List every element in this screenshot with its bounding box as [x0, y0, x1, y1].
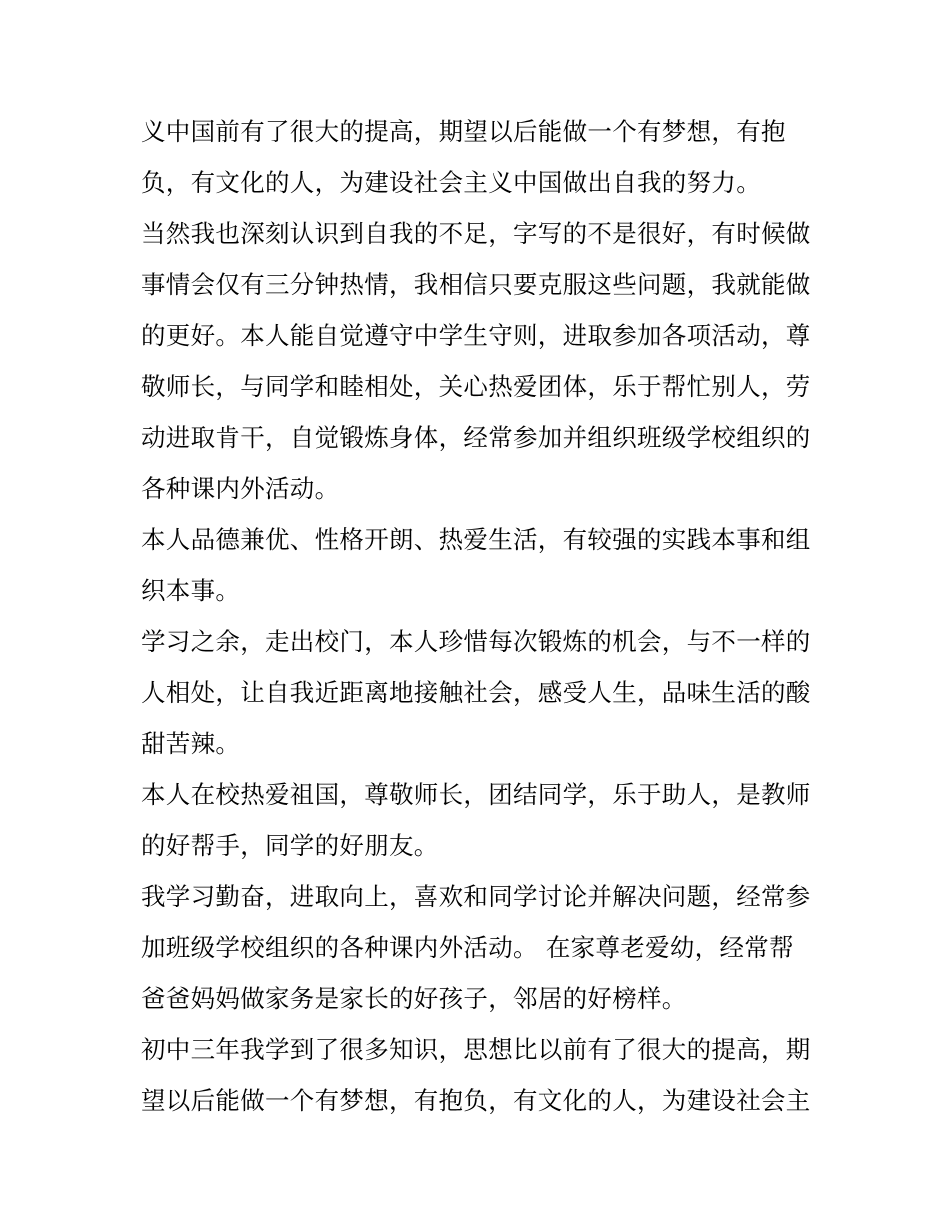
document-body — [141, 106, 821, 1126]
text-line: 当然我也深刻认识到自我的不足，字写的不是很好，有时候做 — [141, 219, 811, 248]
text-line: 织本事。 — [141, 576, 241, 605]
text-line: 事情会仅有三分钟热情，我相信只要克服这些问题，我就能做 — [141, 270, 811, 299]
text-line: 初中三年我学到了很多知识，思想比以前有了很大的提高，期 — [141, 1035, 811, 1064]
text-line: 望以后能做一个有梦想，有抱负，有文化的人，为建设社会主 — [141, 1086, 811, 1115]
text-line: 义中国前有了很大的提高，期望以后能做一个有梦想，有抱 — [141, 117, 786, 146]
text-line: 敬师长，与同学和睦相处，关心热爱团体，乐于帮忙别人，劳 — [141, 372, 811, 401]
text-line: 爸爸妈妈做家务是家长的好孩子，邻居的好榜样。 — [141, 984, 687, 1013]
text-line: 的更好。本人能自觉遵守中学生守则，进取参加各项活动，尊 — [141, 321, 811, 350]
text-line: 加班级学校组织的各种课内外活动。 在家尊老爱幼，经常帮 — [141, 933, 794, 962]
text-line: 人相处，让自我近距离地接触社会，感受人生，品味生活的酸 — [141, 678, 811, 707]
text-line: 学习之余，走出校门，本人珍惜每次锻炼的机会，与不一样的 — [141, 627, 811, 656]
text-line: 负，有文化的人，为建设社会主义中国做出自我的努力。 — [141, 168, 761, 197]
text-line: 动进取肯干，自觉锻炼身体，经常参加并组织班级学校组织的 — [141, 423, 811, 452]
text-line: 我学习勤奋，进取向上，喜欢和同学讨论并解决问题，经常参 — [141, 882, 811, 911]
text-line: 各种课内外活动。 — [141, 474, 340, 503]
text-line: 甜苦辣。 — [141, 729, 241, 758]
text-line: 本人在校热爱祖国，尊敬师长，团结同学，乐于助人，是教师 — [141, 780, 811, 809]
text-line: 的好帮手，同学的好朋友。 — [141, 831, 439, 860]
text-line: 本人品德兼优、性格开朗、热爱生活，有较强的实践本事和组 — [141, 525, 811, 554]
